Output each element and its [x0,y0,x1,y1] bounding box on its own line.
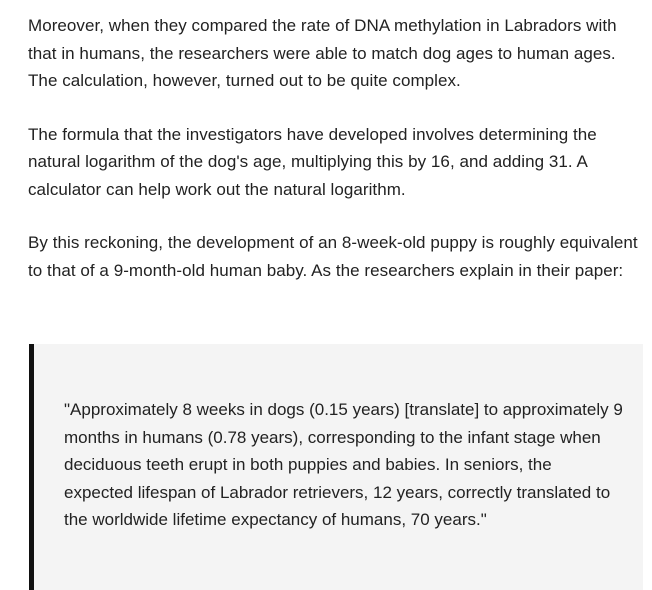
paragraph-dna-methylation: Moreover, when they compared the rate of DNA methylation in Labradors with that in humans, the researchers were able to match dog ages to human ages. The calculation, however, turned out to be quite complex. [28,16,617,90]
paragraph-formula: The formula that the investigators have developed involves determining the natural logarithm of the dog's age, multiplying this by 16, and adding 31. A calculator can help work out the natural logarithm. [28,124,597,199]
blockquote-text: "Approximately 8 weeks in dogs (0.15 years) [translate] to approximately 9 months in humans (0.78 years), corresponding to the infant stage when deciduous teeth erupt in both puppies and babies. In seniors, the expected lifespan of Labrador retrievers, 12 years, correctly translated to the worldwide lifetime expectancy of humans, 70 years." [64,400,623,529]
paragraph-reckoning: By this reckoning, the development of an 8-week-old puppy is roughly equivalent to that of a 9-month-old human baby. As the researchers explain in their paper: [28,233,638,280]
article-body [28,12,646,310]
research-blockquote [29,344,643,590]
